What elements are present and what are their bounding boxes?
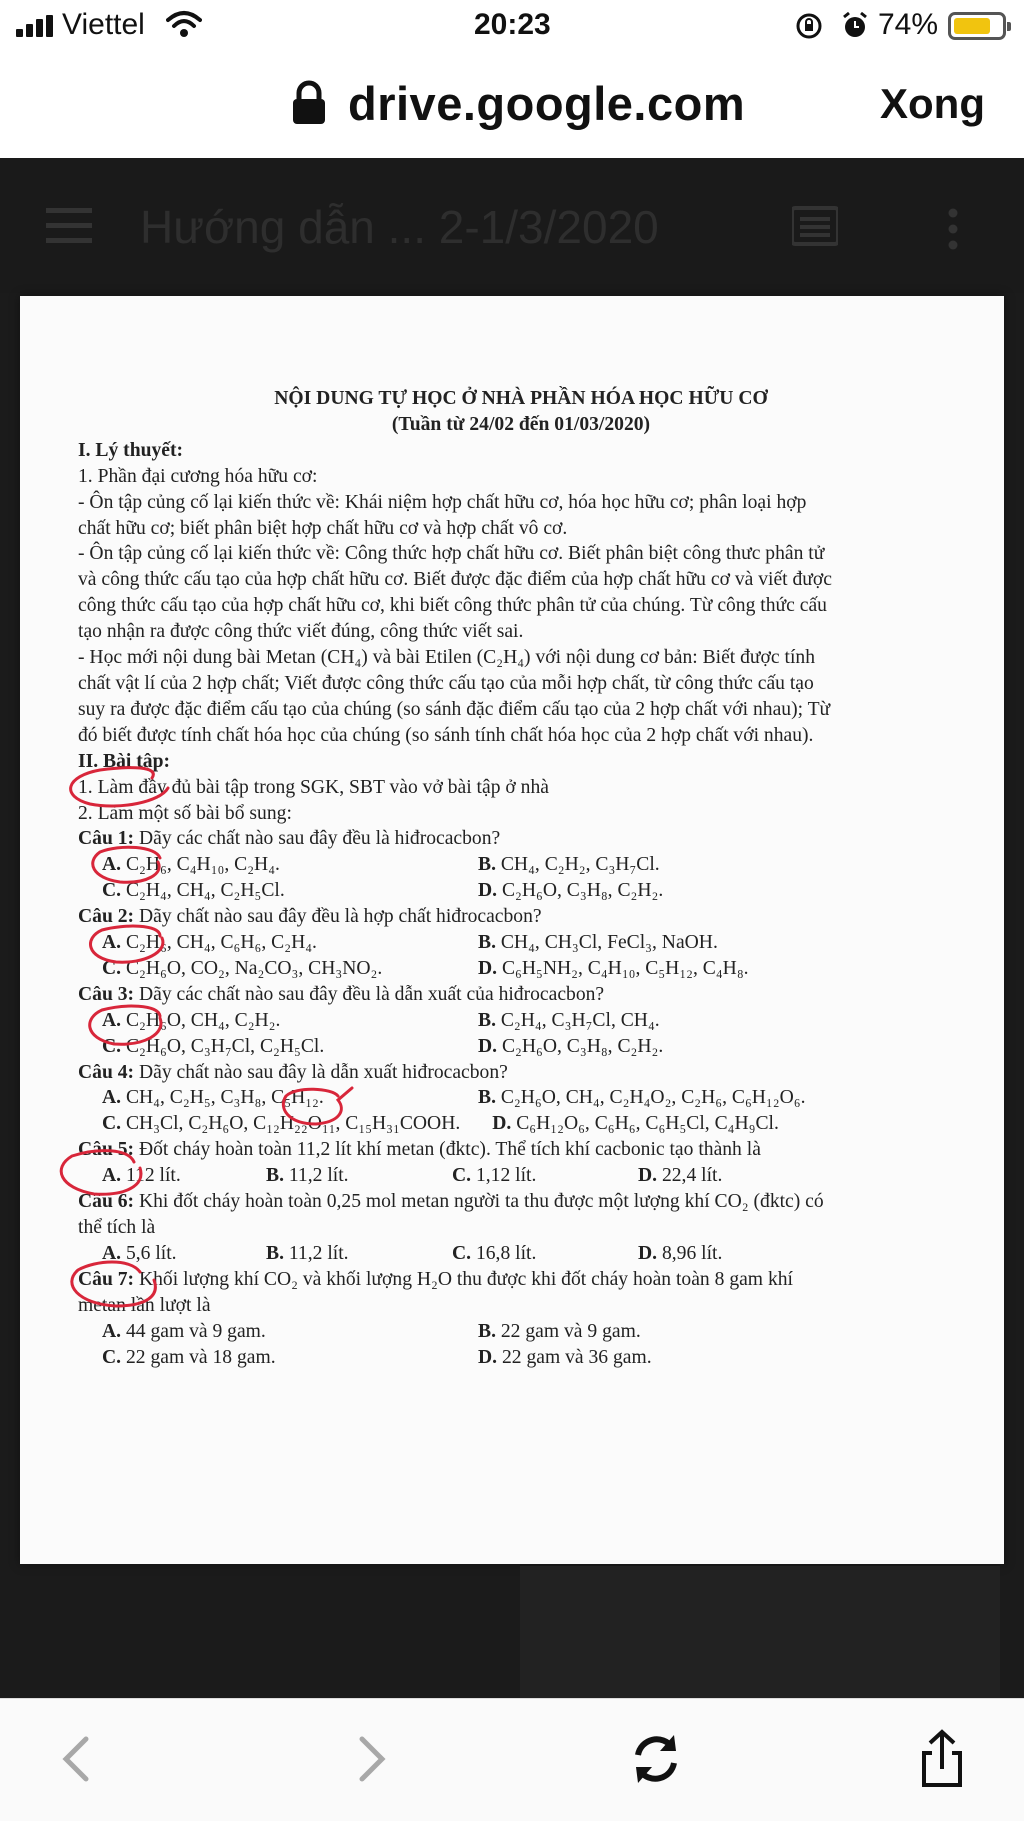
chevron-left-icon[interactable] (48, 1729, 108, 1789)
exercise-line: 2. Làm một số bài bổ sung: (78, 802, 292, 824)
viewer-header (0, 158, 1024, 293)
url-bar (0, 52, 1024, 158)
reload-icon[interactable] (626, 1729, 686, 1789)
option-row: C. CH₃Cl, C₂H₆O, C₁₂H₂₂O₁₁, C₁₅H₃₁COOH. D. C₆H₁₂O₆, C₆H₆, C₆H₅Cl, C₄H₉Cl. (102, 1113, 779, 1135)
section-theory-heading: I. Lý thuyết: (78, 439, 184, 461)
list-view-icon[interactable] (792, 206, 838, 246)
section-exercise-heading: II. Bài tập: (78, 750, 170, 772)
viewer-title: Hướng dẫn ... 2-1/3/2020 (140, 201, 659, 253)
document-viewer (0, 158, 1024, 1698)
question-continuation: metan lần lượt là (78, 1294, 211, 1316)
chevron-right-icon[interactable] (340, 1729, 400, 1789)
theory-line: 1. Phần đại cương hóa hữu cơ: (78, 465, 318, 487)
question: Câu 4: Dãy chất nào sau đây là dẫn xuất hiđrocacbon? (78, 1061, 508, 1083)
option-row: C. C₂H₆O, CO₂, Na₂CO₃, CH₃NO₂. D. C₆H₅NH₂, C₄H₁₀, C₅H₁₂, C₄H₈. (102, 957, 749, 979)
more-options-icon[interactable] (946, 208, 960, 250)
question: Câu 6: Khi đốt cháy hoàn toàn 0,25 mol metan người ta thu được một lượng khí CO₂ (đktc) có (78, 1191, 824, 1213)
option-row: A. C₂H₆, C₄H₁₀, C₂H₄. B. CH₄, C₂H₂, C₃H₇Cl. (102, 854, 660, 876)
theory-line: đó biết được tính chất hóa học của chúng (so sánh tính chất hóa học của 2 hợp chất với nhau). (78, 724, 814, 746)
theory-line: chất vật lí của 2 hợp chất; Viết được công thức cấu tạo của mỗi hợp chất, từ công thức cấu tạo (78, 672, 814, 694)
theory-line: tạo nhận ra được công thức viết đúng, công thức viết sai. (78, 621, 524, 643)
question-continuation: thể tích là (78, 1217, 156, 1238)
option-row: A. C₂H₆, CH₄, C₆H₆, C₂H₄. B. CH₄, CH₃Cl, FeCl₃, NaOH. (102, 932, 718, 954)
theory-line: - Ôn tập củng cố lại kiến thức về: Công thức hợp chất hữu cơ. Biết phân biệt công thưc phân tử (78, 543, 825, 565)
done-button[interactable]: Xong (880, 80, 985, 127)
document-page (20, 296, 1004, 1564)
question: Câu 1: Dãy các chất nào sau đây đều là hiđrocacbon? (78, 828, 501, 850)
doc-title: NỘI DUNG TỰ HỌC Ở NHÀ PHẦN HÓA HỌC HỮU CƠ (274, 388, 768, 409)
option-row: C. C₂H₆O, C₃H₇Cl, C₂H₅Cl. D. C₂H₆O, C₃H₈, C₂H₂. (102, 1035, 664, 1057)
status-bar (0, 0, 1024, 52)
battery-percent: 74% (878, 8, 939, 41)
status-time: 20:23 (474, 8, 551, 41)
question: Câu 3: Dãy các chất nào sau đây đều là dẫn xuất của hiđrocacbon? (78, 983, 605, 1005)
theory-line: - Học mới nội dung bài Metan (CH₄) và bài Etilen (C₂H₄) với nội dung cơ bản: Biết được tính (78, 647, 815, 669)
orientation-lock-icon (795, 12, 823, 40)
option-row: A. C₂H₆O, CH₄, C₂H₂. B. C₂H₄, C₃H₇Cl, CH₄. (102, 1009, 660, 1031)
url-domain[interactable]: drive.google.com (348, 77, 746, 130)
theory-line: chất hữu cơ; biết phân biệt hợp chất hữu cơ và hợp chất vô cơ. (78, 517, 568, 539)
question: Câu 2: Dãy chất nào sau đây đều là hợp chất hiđrocacbon? (78, 906, 542, 928)
menu-icon[interactable] (46, 206, 92, 246)
exercise-line: 1. Làm đầy đủ bài tập trong SGK, SBT vào vở bài tập ở nhà (78, 776, 549, 798)
next-page-preview (520, 1566, 1000, 1698)
option-row: A. 112 lít. B. 11,2 lít. C. 1,12 lít. D. 22,4 lít. (102, 1165, 723, 1187)
question: Câu 5: Đốt cháy hoàn toàn 11,2 lít khí metan (đktc). Thể tích khí cacbonic tạo thành là (78, 1139, 761, 1161)
option-row: A. 5,6 lít. B. 11,2 lít. C. 16,8 lít. D. 8,96 lít. (102, 1242, 723, 1264)
battery-icon (948, 12, 1006, 40)
wifi-icon (166, 10, 202, 38)
alarm-icon (840, 10, 870, 40)
theory-line: suy ra được đặc điểm cấu tạo của chúng (so sánh đặc điểm cấu tạo của 2 hợp chất với nhau); Từ (78, 698, 831, 720)
doc-subtitle: (Tuần từ 24/02 đến 01/03/2020) (391, 413, 651, 435)
theory-line: và công thức cấu tạo của hợp chất hữu cơ. Biết được đặc điểm của hợp chất hữu cơ và viết được (78, 569, 832, 591)
bottom-toolbar (0, 1698, 1024, 1821)
theory-line: công thức cấu tạo của hợp chất hữu cơ, khi biết công thức phân tử của chúng. Từ công thức cấu (78, 595, 827, 617)
carrier-name: Viettel (62, 8, 145, 41)
option-row: C. 22 gam và 18 gam. D. 22 gam và 36 gam. (102, 1346, 652, 1368)
question: Câu 7: Khối lượng khí CO₂ và khối lượng H₂O thu được khi đốt cháy hoàn toàn 8 gam khí (78, 1268, 793, 1290)
option-row: A. CH₄, C₂H₅, C₃H₈, C₅H₁₂. B. C₂H₆O, CH₄, C₂H₄O₂, C₂H₆, C₆H₁₂O₆. (102, 1087, 806, 1109)
share-icon[interactable] (912, 1729, 972, 1789)
lock-icon (290, 80, 328, 126)
option-row: A. 44 gam và 9 gam. B. 22 gam và 9 gam. (102, 1320, 641, 1342)
signal-icon (16, 15, 56, 37)
document-content (78, 386, 964, 1370)
theory-line: - Ôn tập củng cố lại kiến thức về: Khái niệm hợp chất hữu cơ, hóa học hữu cơ; phân loại hợp (78, 491, 807, 513)
option-row: C. C₂H₄, CH₄, C₂H₅Cl. D. C₂H₆O, C₃H₈, C₂H₂. (102, 880, 664, 902)
